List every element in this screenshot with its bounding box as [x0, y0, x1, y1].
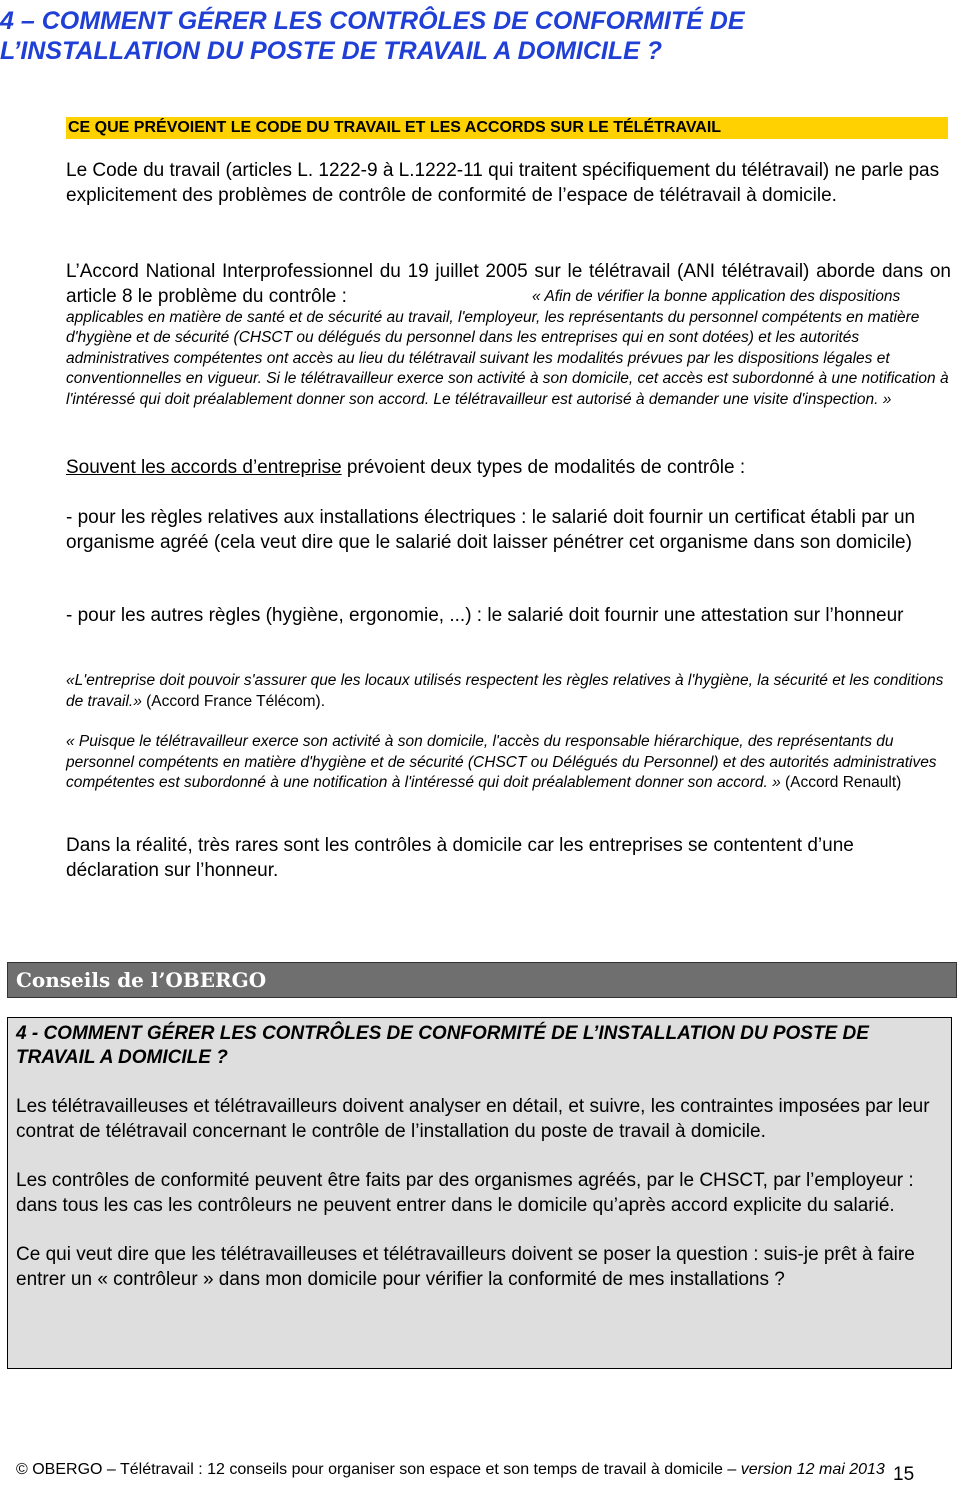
- quote-renault: [66, 732, 951, 794]
- conseils-paragraph-2: Les contrôles de conformité peuvent être faits par des organismes agréés, par le CHSCT, par l’employeur : dans tous les cas les contrôleurs ne peuvent entrer dans le domicile qu’après accord explicite du salarié.: [16, 1170, 914, 1216]
- souvent-underlined: Souvent les accords d’entreprise: [66, 457, 342, 478]
- bullet-electrical: - pour les règles relatives aux installations électriques : le salarié doit fournir un certificat établi par un organisme agréé (cela veut dire que le salarié doit laisser pénétrer cet organisme dans son domicile): [66, 507, 916, 553]
- conseils-box-title: 4 - COMMENT GÉRER LES CONTRÔLES DE CONFORMITÉ DE L’INSTALLATION DU POSTE DE TRAVAIL A DOMICILE ?: [16, 1023, 869, 1068]
- quote-ft-text: «L'entreprise doit pouvoir s'assurer que les locaux utilisés respectent les règles relatives à l'hygiène, la sécurité et les conditions de travail.»: [66, 672, 944, 710]
- bullet-other-rules: - pour les autres règles (hygiène, ergonomie, ...) : le salarié doit fournir une attestation sur l’honneur: [66, 605, 904, 626]
- paragraph-souvent: [66, 455, 951, 480]
- ani-quote: [66, 287, 951, 410]
- footer-version: version 12 mai 2013: [736, 1461, 885, 1478]
- page-footer: [16, 1460, 946, 1480]
- quote-renault-source: (Accord Renault): [780, 774, 902, 791]
- ani-quote-text: « Afin de vérifier la bonne application des dispositions applicables en matière de santé et de sécurité au travail, l'employeur, les représentants du personnel compétents en matière d'hygiène et de sécurité (CHSCT ou délégués du personnel dans les entreprises qui en sont dotées) et les autorités administratives compétentes ont accès au lieu du télétravail suivant les modalités prévues par les dispositions légales et conventionnelles en vigueur. Si le télétravailleur exerce son activité à son domicile, cet accès est subordonné à une notification à l'intéressé qui doit préalablement donner son accord. Le télétravailleur est autorisé à demander une visite d'inspection. »: [66, 288, 949, 408]
- paragraph-realite: Dans la réalité, très rares sont les contrôles à domicile car les entreprises se contentent d’une déclaration sur l’honneur.: [66, 835, 854, 881]
- page-title-line-1: 4 – COMMENT GÉRER LES CONTRÔLES DE CONFORMITÉ DE: [0, 7, 745, 35]
- quote-ft-source: (Accord France Télécom).: [141, 692, 326, 710]
- page-title: [0, 6, 950, 66]
- souvent-rest: prévoient deux types de modalités de contrôle :: [341, 457, 746, 478]
- conseils-box: [7, 1017, 952, 1369]
- section-heading-band: CE QUE PRÉVOIENT LE CODE DU TRAVAIL ET LES ACCORDS SUR LE TÉLÉTRAVAIL: [66, 117, 948, 139]
- page-number: 15: [893, 1464, 915, 1485]
- paragraph-code-du-travail: Le Code du travail (articles L. 1222-9 à L.1222-11 qui traitent spécifiquement du télétravail) ne parle pas explicitement des problèmes de contrôle de conformité de l’espace de télétravail à domicile.: [66, 160, 940, 206]
- page-title-line-2: L’INSTALLATION DU POSTE DE TRAVAIL A DOMICILE ?: [0, 37, 663, 65]
- conseils-paragraph-1: Les télétravailleuses et télétravailleurs doivent analyser en détail, et suivre, les contraintes imposées par leur contrat de télétravail concernant le contrôle de l’installation du poste de travail à domicile.: [16, 1096, 930, 1142]
- conseils-paragraph-3: Ce qui veut dire que les télétravailleuses et télétravailleurs doivent se poser la question : suis-je prêt à faire entrer un « contrôleur » dans mon domicile pour vérifier la conformité de mes installations ?: [16, 1244, 915, 1290]
- footer-text: © OBERGO – Télétravail : 12 conseils pour organiser son espace et son temps de travail à domicile –: [16, 1461, 737, 1478]
- ani-intro: L’Accord National Interprofessionnel du 19 juillet 2005 sur le télétravail (ANI télétravail) aborde dans on article 8 le problème du contrôle :: [66, 261, 951, 307]
- conseils-header: Conseils de l’OBERGO: [7, 962, 957, 998]
- quote-renault-text: « Puisque le télétravailleur exerce son activité à son domicile, l'accès du responsable hiérarchique, des représentants du personnel compétents en matière d'hygiène et de sécurité (CHSCT ou Délégués du Personnel) et des autorités administratives compétentes est subordonné à une notification à l'intéressé qui doit préalablement donner son accord. »: [66, 733, 937, 791]
- quote-france-telecom: [66, 671, 951, 712]
